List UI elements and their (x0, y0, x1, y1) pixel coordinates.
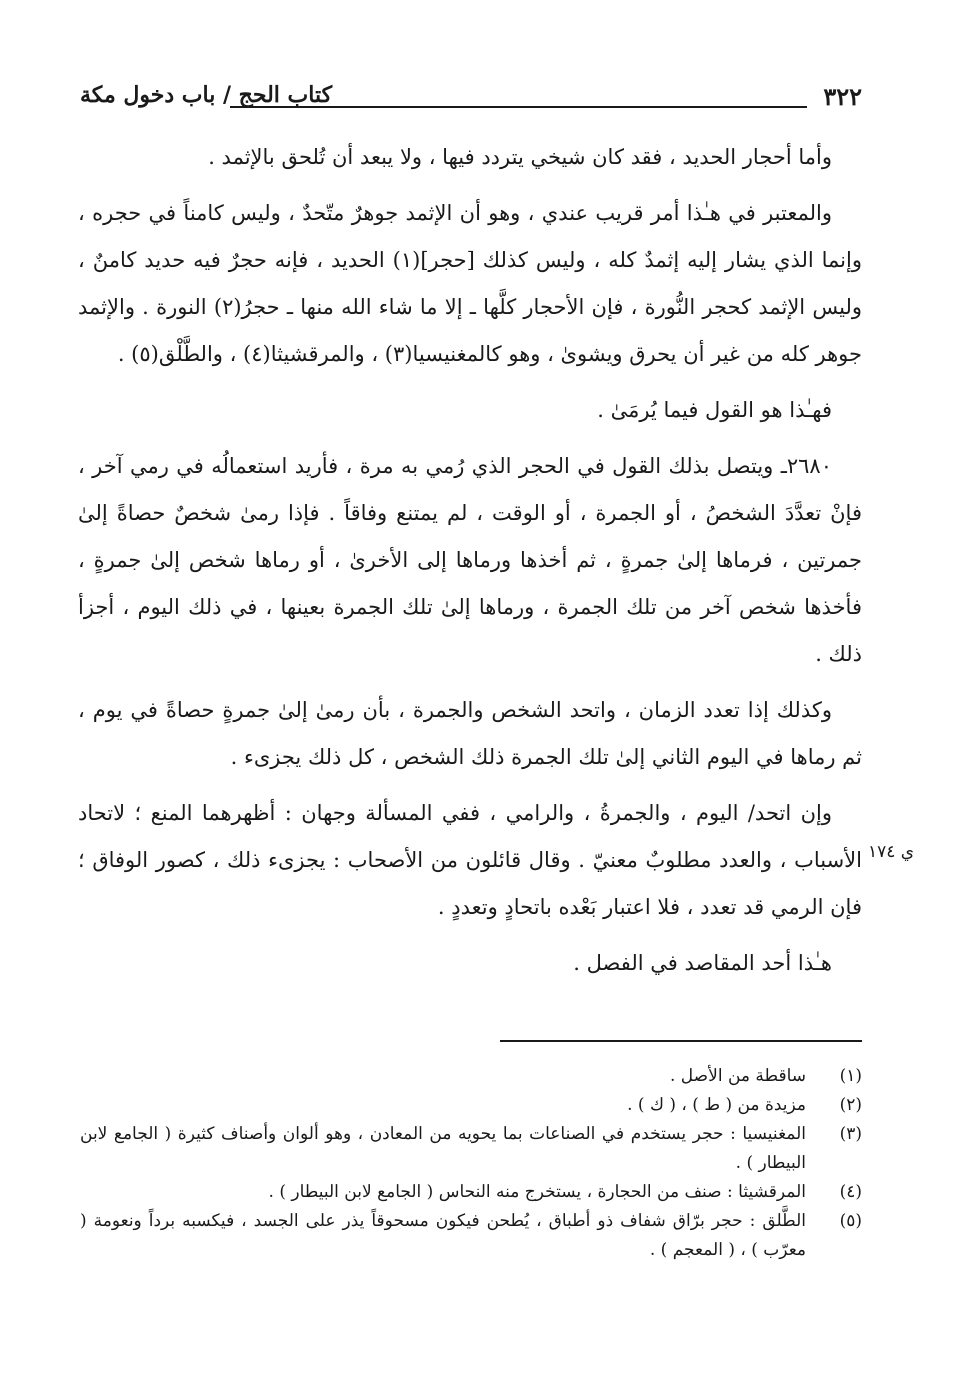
paragraph: وإن اتحد/ اليوم ، والجمرةُ ، والرامي ، ففي المسألة وجهان : أظهرهما المنع ؛ لاتحاد الأسباب ، والعدد مطلوبٌ معنيّ . وقال قائلون من الأصحاب : يجزىء ذلك ، كصور الوفاق ؛ فإن الرمي قد تعدد ، فلا اعتبار بَعْده باتحادٍ وتعددٍ . (78, 801, 862, 919)
footnote-rule (500, 1040, 862, 1042)
footnote (80, 1178, 862, 1207)
footnote-text: الطَّلق : حجر برّاق شفاف ذو أطباق ، يُطحن فيكون مسحوقاً يذر على الجسد ، فيكسبه برداً ونعومة ( معرّب ) ، ( المعجم ) . (80, 1211, 807, 1260)
page-number: ٣٢٢ (823, 82, 862, 111)
footnote-text: المرقشيثا : صنف من الحجارة ، يستخرج منه النحاس ( الجامع لابن البيطار ) . (268, 1182, 806, 1202)
page-header (80, 82, 862, 116)
footnote-text: المغنيسيا : حجر يستخدم في الصناعات بما يحويه من المعادن ، وهو ألوان وأصناف كثيرة ( الجامع لابن البيطار ) . (80, 1124, 806, 1173)
footnote-number: (٤) (839, 1182, 862, 1202)
footnote (80, 1207, 862, 1265)
footnote (80, 1091, 862, 1120)
footnote-text: مزيدة من ( ط ) ، ( ك ) . (627, 1095, 806, 1115)
paragraph: هـٰذا أحد المقاصد في الفصل . (573, 951, 832, 975)
paragraph: وكذلك إذا تعدد الزمان ، واتحد الشخص والجمرة ، بأن رمىٰ إلىٰ جمرةٍ حصاةً في يوم ، ثم رماها في اليوم الثاني إلىٰ تلك الجمرة ذلك الشخص ، كل ذلك يجزىء . (78, 698, 862, 769)
footnote-number: (٣) (839, 1124, 862, 1144)
manuscript-margin-note: ي ١٧٤ (868, 842, 915, 862)
footnote (80, 1120, 862, 1178)
footnote-number: (٥) (839, 1211, 862, 1231)
main-text (78, 134, 862, 987)
footnote-number: (١) (839, 1066, 862, 1086)
footnote (80, 1062, 862, 1091)
paragraph: ٢٦٨٠ـ ويتصل بذلك القول في الحجر الذي رُمي به مرة ، فأريد استعمالُه في رمي آخر ، فإنْ تعدَّدَ الشخصُ ، أو الجمرة ، أو الوقت ، لم يمتنع وفاقاً . فإذا رمىٰ شخصٌ حصاةً إلىٰ جمرتين ، فرماها إلىٰ جمرةٍ ، ثم أخذها ورماها إلى الأخرىٰ ، أو رماها شخص إلىٰ جمرةٍ ، فأخذها شخص آخر من تلك الجمرة ، ورماها إلىٰ تلك الجمرة بعينها ، في ذلك اليوم ، أجزأ ذلك . (78, 454, 862, 666)
footnote-text: ساقطة من الأصل . (670, 1066, 806, 1086)
paragraph: وأما أحجار الحديد ، فقد كان شيخي يتردد فيها ، ولا يبعد أن تُلحق بالإثمد . (208, 145, 832, 169)
paragraph: والمعتبر في هـٰذا أمر قريب عندي ، وهو أن الإثمد جوهرٌ متّحدٌ ، وليس كامناً في حجره ، وإنما الذي يشار إليه إثمدٌ كله ، وليس كذلك [حجر](١) الحديد ، فإنه حجرٌ فيه حديد كامنٌ ، وليس الإثمد كحجر النُّورة ، فإن الأحجار كلَّها ـ إلا ما شاء الله منها ـ حجرُ(٢) النورة . والإثمد جوهر كله من غير أن يحرق ويشوىٰ ، وهو كالمغنيسيا(٣) ، والمرقشيثا(٤) ، والطَّلْق(٥) . (78, 201, 863, 366)
footnotes (80, 1062, 862, 1265)
paragraph: فهـٰذا هو القول فيما يُرمَىٰ . (597, 398, 832, 422)
footnote-number: (٢) (839, 1095, 862, 1115)
running-title: كتاب الحج / باب دخول مكة (80, 82, 333, 108)
